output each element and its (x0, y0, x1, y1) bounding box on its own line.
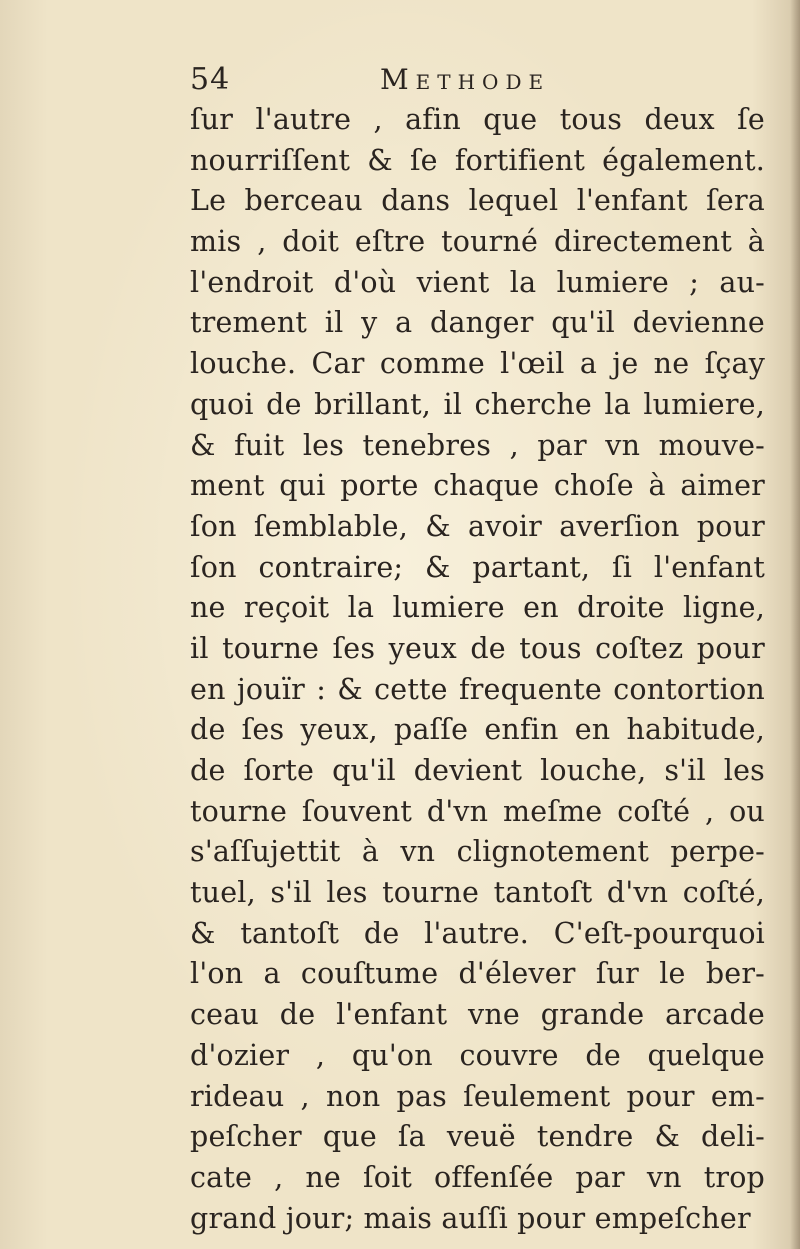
text-line: Le berceau dans lequel l'enfant ſera (190, 184, 765, 218)
text-line: mis , doit eſtre tourné directement à (190, 225, 765, 259)
text-line: & fuit les tenebres , par vn mouve- (190, 428, 765, 462)
text-line: nourriſſent & ſe fortifient également. (190, 143, 765, 177)
text-line: quoi de brillant, il cherche la lumiere, (190, 387, 765, 421)
text-line: trement il y a danger qu'il devienne (190, 306, 765, 340)
page-edge-shadow (790, 0, 800, 1249)
body-text (190, 100, 765, 1239)
page-header (190, 58, 770, 102)
text-line: ſon ſemblable, & avoir averſion pour (190, 509, 765, 543)
text-line: de ſorte qu'il devient louche, s'il les (190, 754, 765, 787)
text-line: d'ozier , qu'on couvre de quelque (190, 1038, 765, 1072)
text-line: ment qui porte chaque choſe à aimer (190, 469, 765, 503)
text-line: s'aſſujettit à vn clignotement perpe- (190, 835, 765, 869)
text-line: & tantoſt de l'autre. C'eſt-pourquoi (190, 916, 765, 950)
text-line: ſur l'autre , afin que tous deux ſe (190, 103, 765, 136)
running-title: Methode (380, 63, 551, 96)
text-line: ne reçoit la lumiere en droite ligne, (190, 591, 765, 625)
page-number: 54 (190, 62, 231, 97)
text-line: l'endroit d'où vient la lumiere ; au- (190, 265, 765, 299)
text-line: il tourne ſes yeux de tous coſtez pour (190, 631, 765, 665)
text-line: tourne ſouvent d'vn meſme coſté , ou (190, 794, 765, 828)
text-line: peſcher que ſa veuë tendre & deli- (190, 1120, 765, 1154)
text-line: cate , ne ſoit offenſée par vn trop (190, 1160, 765, 1194)
text-line: ceau de l'enfant vne grande arcade (190, 998, 765, 1032)
text-line: louche. Car comme l'œil a je ne ſçay (190, 347, 765, 381)
text-line: rideau , non pas ſeulement pour em- (190, 1079, 765, 1113)
text-line: grand jour; mais auſſi pour empeſcher (190, 1201, 751, 1235)
text-line: l'on a couſtume d'élever ſur le ber- (190, 957, 765, 991)
text-line: tuel, s'il les tourne tantoſt d'vn coſté, (190, 876, 765, 910)
text-line: ſon contraire; & partant, ſi l'enfant (190, 550, 765, 584)
text-line: de ſes yeux, paſſe enfin en habitude, (190, 713, 765, 747)
text-line: en jouïr : & cette frequente contortion (190, 672, 765, 706)
